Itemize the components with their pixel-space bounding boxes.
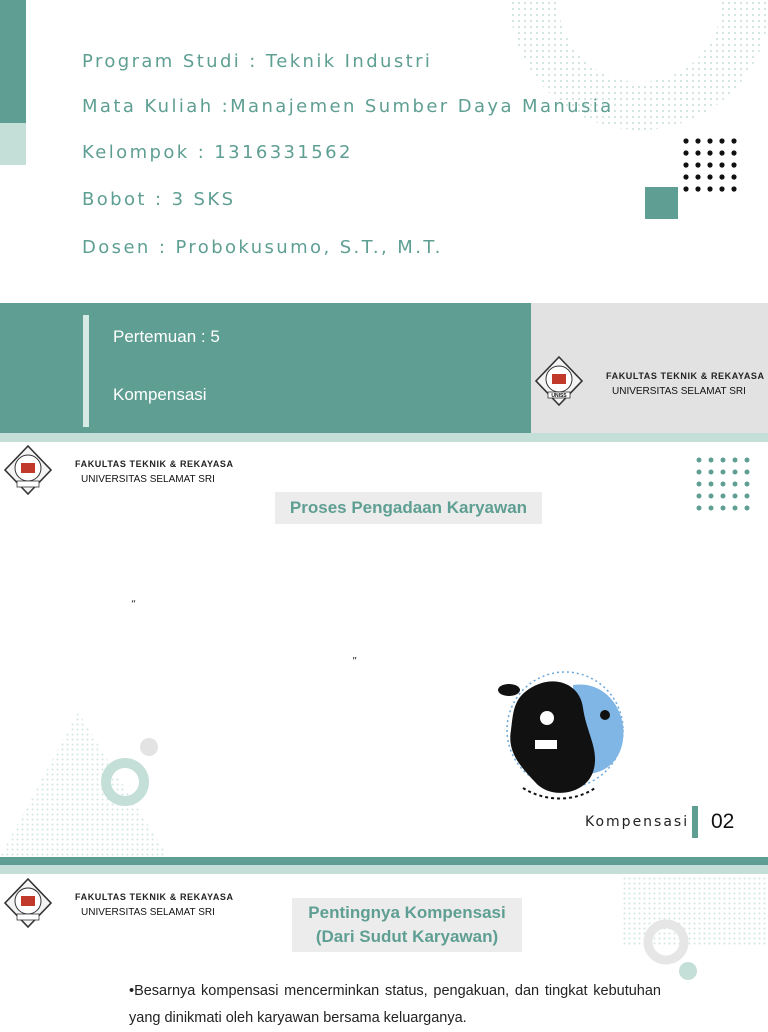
dotted-circle-decor: [510, 0, 768, 150]
clipart-illustration: [495, 660, 630, 808]
slide3-title: [292, 898, 522, 952]
dotted-triangle-decor: [0, 712, 170, 857]
slide-divider: [0, 857, 768, 865]
svg-text:UNISS: UNISS: [551, 393, 567, 399]
university-name: UNIVERSITAS SELAMAT SRI: [81, 907, 215, 918]
slide-divider: [0, 433, 768, 442]
faculty-name: FAKULTAS TEKNIK & REKAYASA: [606, 371, 765, 381]
bobot: Bobot : 3 SKS: [82, 189, 236, 210]
decor-bar: [0, 0, 26, 123]
band-accent-line: [83, 315, 89, 427]
meeting-label: Pertemuan : 5: [113, 327, 220, 346]
slide2-title: Proses Pengadaan Karyawan: [275, 492, 542, 524]
footer-accent-bar: [692, 806, 698, 838]
university-logo: [3, 444, 53, 496]
decor-bar-light: [0, 123, 26, 165]
teal-dot-grid: [694, 455, 752, 513]
faculty-name: FAKULTAS TEKNIK & REKAYASA: [75, 892, 234, 902]
topic-label: Kompensasi: [113, 385, 207, 404]
footer-label: Kompensasi: [585, 814, 690, 830]
university-name: UNIVERSITAS SELAMAT SRI: [612, 386, 746, 397]
quote-open: “: [131, 599, 137, 610]
program-studi: Program Studi : Teknik Industri: [82, 51, 433, 72]
bullet-paragraph: •Besarnya kompensasi mencerminkan status, pengakuan, dan tingkat kebutuhan yang dinikmati oleh karyawan bersama keluarganya.: [129, 983, 661, 1026]
quote-close: ”: [352, 656, 358, 667]
university-logo: [3, 877, 53, 929]
black-dot-grid: [680, 135, 742, 197]
mata-kuliah: Mata Kuliah :Manajemen Sumber Daya Manusia: [82, 96, 614, 117]
university-logo: [534, 355, 584, 407]
teal-square-decor: [645, 187, 678, 219]
slide3-title-line1: Pentingnya Kompensasi: [308, 903, 506, 922]
dosen: Dosen : Probokusumo, S.T., M.T.: [82, 237, 443, 258]
page-number: 02: [711, 810, 735, 833]
university-name: UNIVERSITAS SELAMAT SRI: [81, 474, 215, 485]
title-band: [0, 303, 531, 433]
kelompok: Kelompok : 1316331562: [82, 142, 353, 163]
dotted-block-decor: [622, 876, 768, 986]
slide3-title-line2: (Dari Sudut Karyawan): [315, 927, 499, 946]
slide-divider-light: [0, 865, 768, 874]
faculty-name: FAKULTAS TEKNIK & REKAYASA: [75, 459, 234, 469]
